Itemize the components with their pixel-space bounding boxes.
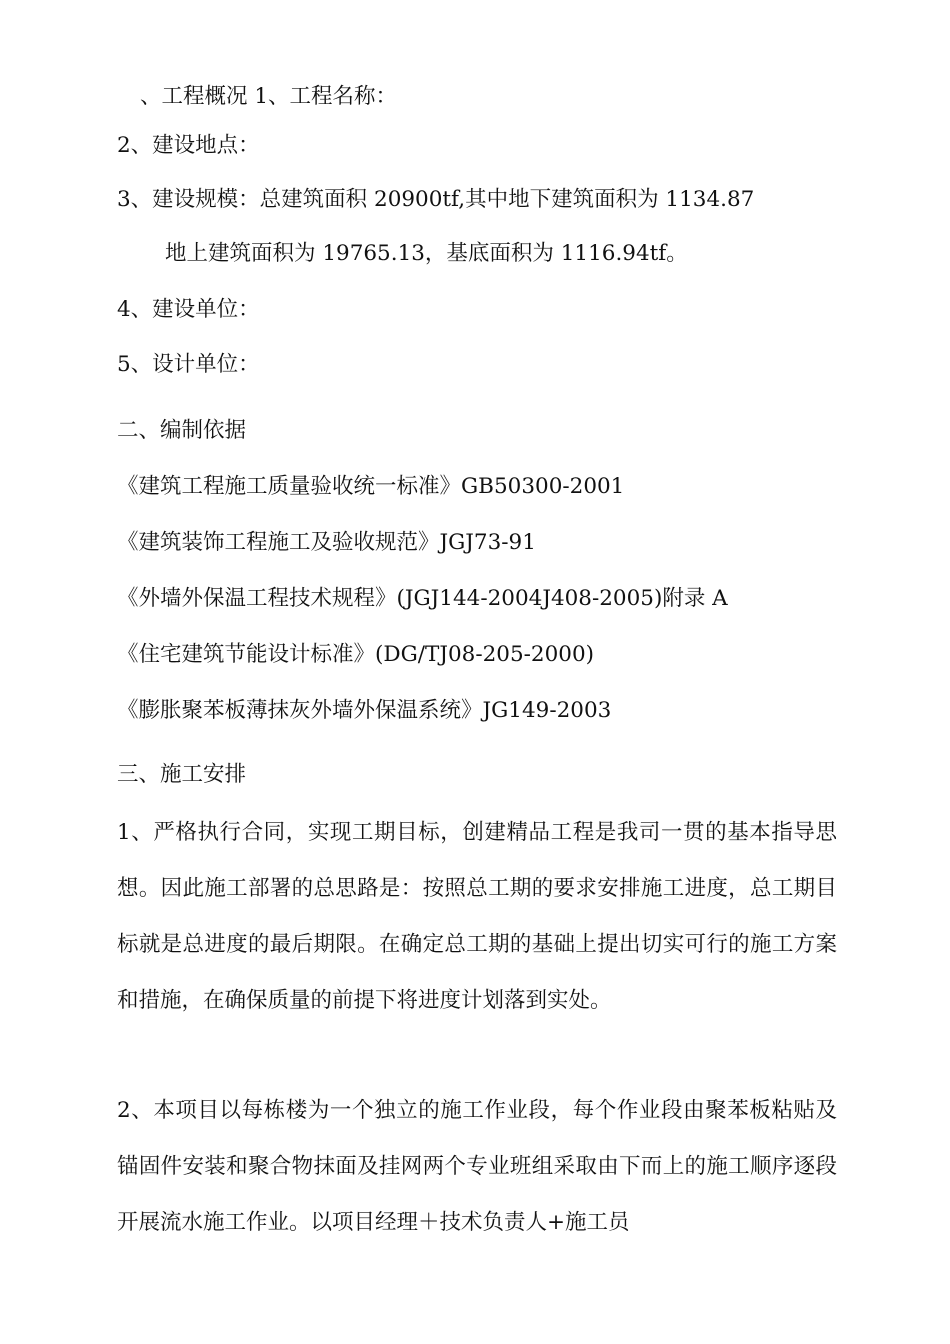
item-construction-site: 2、建设地点： bbox=[117, 133, 260, 158]
item-design-unit: 5、设计单位： bbox=[117, 352, 260, 377]
section1-heading: 、工程概况 1、工程名称： bbox=[140, 84, 398, 109]
item-construction-scale-line1: 3、建设规模：总建筑面积 20900tf,其中地下建筑面积为 1134.87 bbox=[117, 187, 755, 212]
schedule-paragraph-2: 2、本项目以每栋楼为一个独立的施工作业段，每个作业段由聚苯板粘贴及锚固件安装和聚合物抹面及挂网两个专业班组采取由下而上的施工顺序逐段开展流水施工作业。以项目经理＋技术负责人+施工员 bbox=[117, 1098, 837, 1235]
item-construction-scale-line2: 地上建筑面积为 19765.13，基底面积为 1116.94tf。 bbox=[165, 241, 688, 266]
schedule-paragraph-1: 1、严格执行合同，实现工期目标，创建精品工程是我司一贯的基本指导思想。因此施工部署的总思路是：按照总工期的要求安排施工进度，总工期目标就是总进度的最后期限。在确定总工期的基础上提出切实可行的施工方案和措施，在确保质量的前提下将进度计划落到实处。 bbox=[117, 820, 837, 1013]
reference-item: 《住宅建筑节能设计标准》(DG/TJ08-205-2000) bbox=[117, 642, 595, 667]
reference-item: 《外墙外保温工程技术规程》(JGJ144-2004J408-2005)附录 A bbox=[117, 586, 728, 611]
reference-item: 《建筑装饰工程施工及验收规范》JGJ73-91 bbox=[117, 530, 536, 555]
section2-heading: 二、编制依据 bbox=[117, 418, 247, 443]
section3-heading: 三、施工安排 bbox=[117, 762, 247, 787]
reference-item: 《膨胀聚苯板薄抹灰外墙外保温系统》JG149-2003 bbox=[117, 698, 612, 723]
reference-item: 《建筑工程施工质量验收统一标准》GB50300-2001 bbox=[117, 474, 625, 499]
item-construction-unit: 4、建设单位： bbox=[117, 297, 260, 322]
